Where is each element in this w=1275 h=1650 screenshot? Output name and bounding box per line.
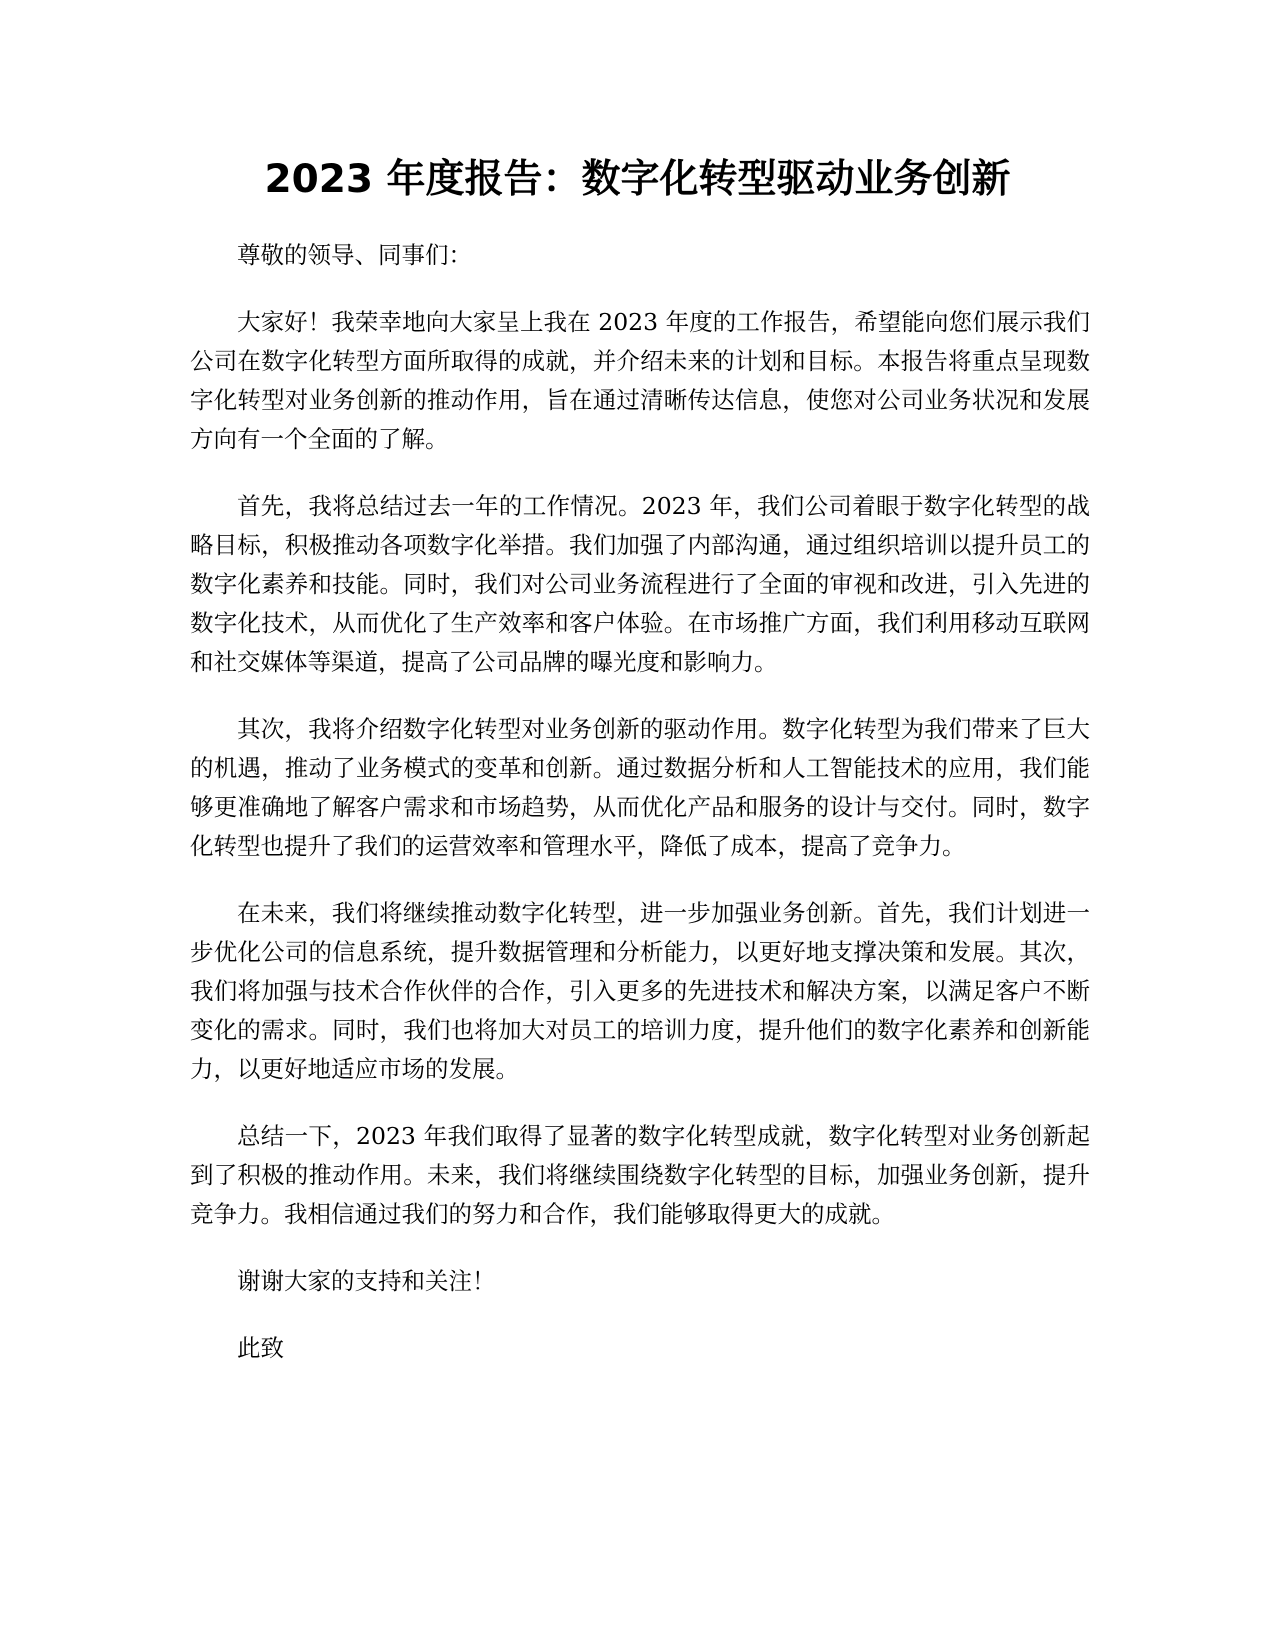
salutation: 尊敬的领导、同事们： xyxy=(237,241,472,269)
paragraph-summary: 总结一下，2023 年我们取得了显著的数字化转型成就，数字化转型对业务创新起到了积极的推动作用。未来，我们将继续围绕数字化转型的目标，加强业务创新，提升竞争力。我相信通过我们的努力和合作，我们能够取得更大的成就。 xyxy=(190,1122,1090,1228)
thanks-line: 谢谢大家的支持和关注！ xyxy=(237,1267,496,1295)
closing-line: 此致 xyxy=(237,1334,284,1362)
paragraph-review: 首先，我将总结过去一年的工作情况。2023 年，我们公司着眼于数字化转型的战略目标，积极推动各项数字化举措。我们加强了内部沟通，通过组织培训以提升员工的数字化素养和技能。同时，我们对公司业务流程进行了全面的审视和改进，引入先进的数字化技术，从而优化了生产效率和客户体验。在市场推广方面，我们利用移动互联网和社交媒体等渠道，提高了公司品牌的曝光度和影响力。 xyxy=(190,492,1090,676)
paragraph-future: 在未来，我们将继续推动数字化转型，进一步加强业务创新。首先，我们计划进一步优化公司的信息系统，提升数据管理和分析能力，以更好地支撑决策和发展。其次，我们将加强与技术合作伙伴的合作，引入更多的先进技术和解决方案，以满足客户不断变化的需求。同时，我们也将加大对员工的培训力度，提升他们的数字化素养和创新能力，以更好地适应市场的发展。 xyxy=(190,899,1090,1083)
paragraph-intro: 大家好！我荣幸地向大家呈上我在 2023 年度的工作报告，希望能向您们展示我们公司在数字化转型方面所取得的成就，并介绍未来的计划和目标。本报告将重点呈现数字化转型对业务创新的推动作用，旨在通过清晰传达信息，使您对公司业务状况和发展方向有一个全面的了解。 xyxy=(190,308,1090,453)
document-body xyxy=(190,236,1090,1396)
document-title: 2023 年度报告：数字化转型驱动业务创新 xyxy=(264,157,1011,202)
paragraph-innovation: 其次，我将介绍数字化转型对业务创新的驱动作用。数字化转型为我们带来了巨大的机遇，推动了业务模式的变革和创新。通过数据分析和人工智能技术的应用，我们能够更准确地了解客户需求和市场趋势，从而优化产品和服务的设计与交付。同时，数字化转型也提升了我们的运营效率和管理水平，降低了成本，提高了竞争力。 xyxy=(190,715,1090,860)
